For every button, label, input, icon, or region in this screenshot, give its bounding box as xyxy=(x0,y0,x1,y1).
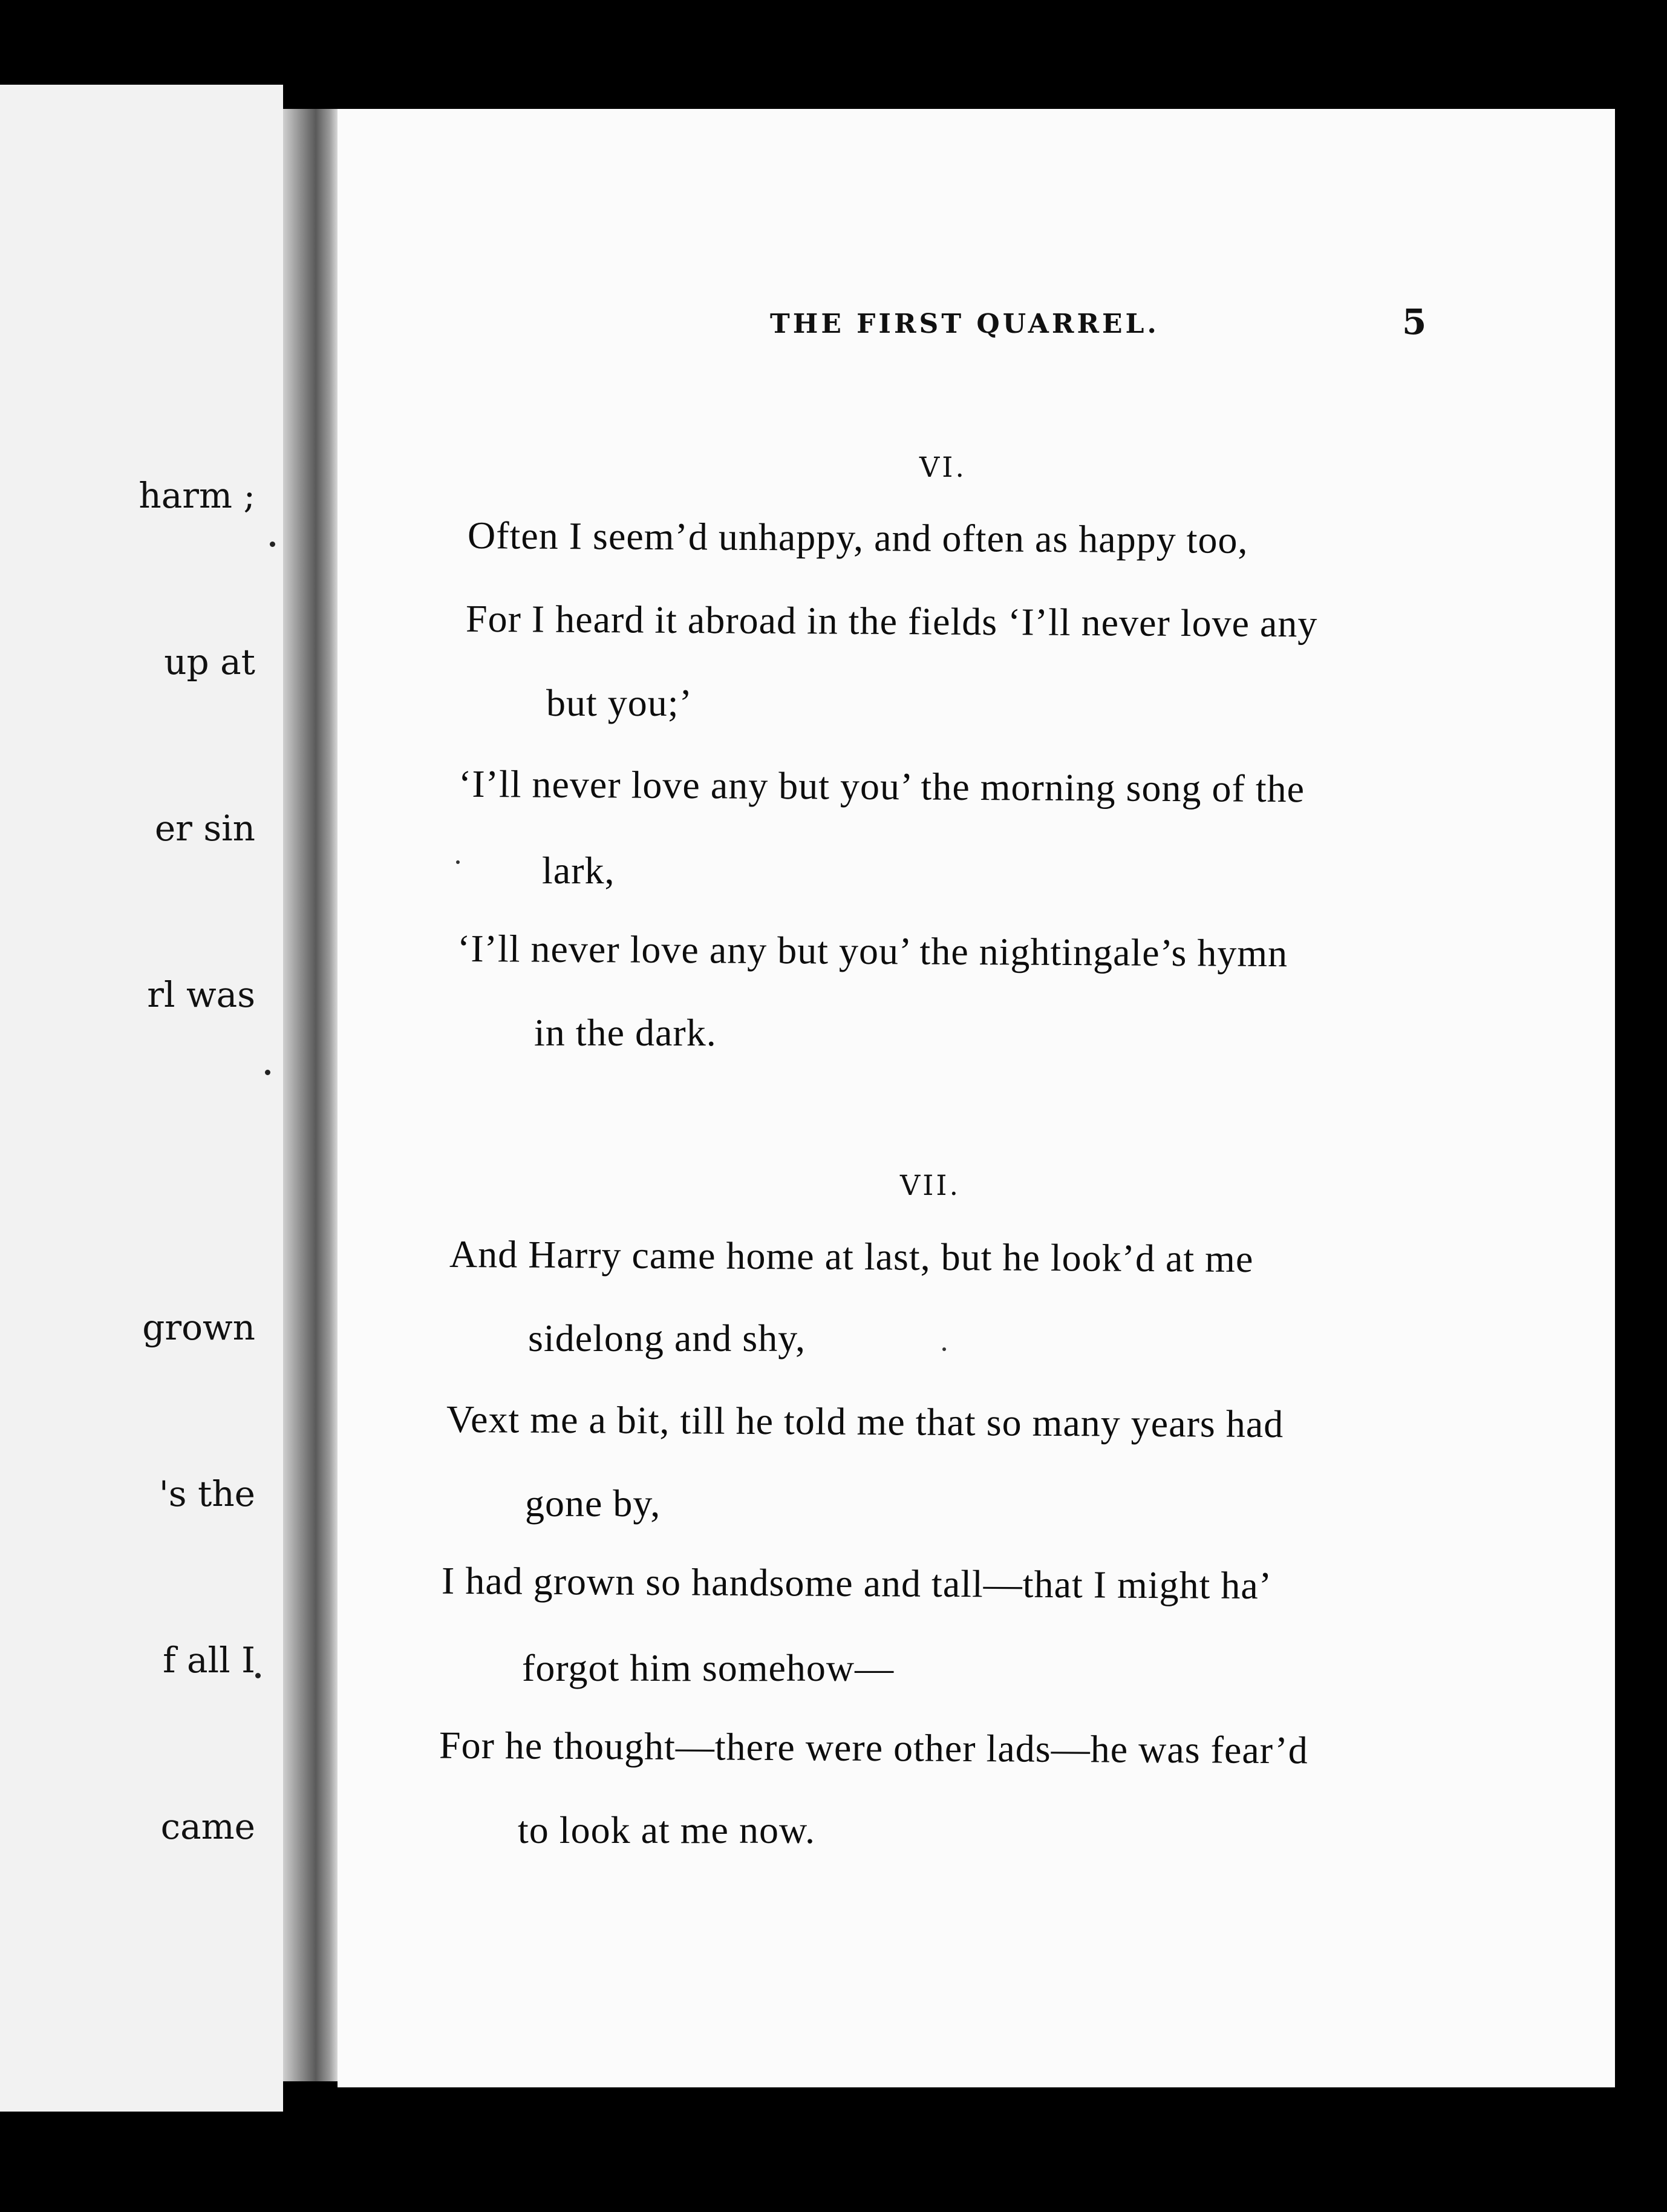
stanza-number: VII. xyxy=(900,1169,961,1202)
speck xyxy=(265,1070,270,1075)
speck xyxy=(942,1347,946,1351)
verse-line: gone by, xyxy=(525,1482,661,1525)
verse-line: I had grown so handsome and tall—that I might ha’ xyxy=(441,1559,1273,1608)
left-page xyxy=(0,85,283,2112)
verse-line: Often I seem’d unhappy, and often as happy too, xyxy=(467,514,1248,561)
verse-line: For he thought—there were other lads—he was fear’d xyxy=(439,1723,1308,1772)
left-fragment: er sin xyxy=(154,808,255,849)
left-fragment: harm ; xyxy=(139,475,255,516)
verse-line: but you;’ xyxy=(546,681,693,724)
left-fragment: up at xyxy=(164,641,255,682)
left-fragment: grown xyxy=(142,1307,255,1348)
left-fragment: rl was xyxy=(147,974,255,1015)
verse-line: to look at me now. xyxy=(518,1808,815,1851)
verse-line: in the dark. xyxy=(534,1011,717,1054)
verse-line: lark, xyxy=(542,849,615,892)
speck xyxy=(456,860,460,864)
right-page xyxy=(338,109,1615,2087)
verse-line: Vext me a bit, till he told me that so many years had xyxy=(446,1397,1284,1446)
verse-line: forgot him somehow— xyxy=(522,1646,895,1689)
verse-line: For I heard it abroad in the fields ‘I’ll never love any xyxy=(465,597,1318,646)
verse-line: ‘I’ll never love any but you’ the nightingale’s hymn xyxy=(457,926,1288,975)
verse-line: sidelong and shy, xyxy=(528,1317,806,1360)
stanza-number: VI. xyxy=(919,451,967,483)
left-fragment: f all I xyxy=(163,1640,255,1681)
left-fragment: 's the xyxy=(158,1473,255,1514)
verse-line: And Harry came home at last, but he look’d at me xyxy=(449,1232,1254,1281)
verse-line: ‘I’ll never love any but you’ the morning song of the xyxy=(458,762,1305,811)
book-gutter xyxy=(283,109,338,2081)
left-fragment: came xyxy=(160,1806,255,1847)
page-number: 5 xyxy=(1402,301,1427,342)
running-head: THE FIRST QUARREL. xyxy=(770,309,1160,339)
speck xyxy=(255,1673,261,1678)
speck xyxy=(270,542,275,547)
